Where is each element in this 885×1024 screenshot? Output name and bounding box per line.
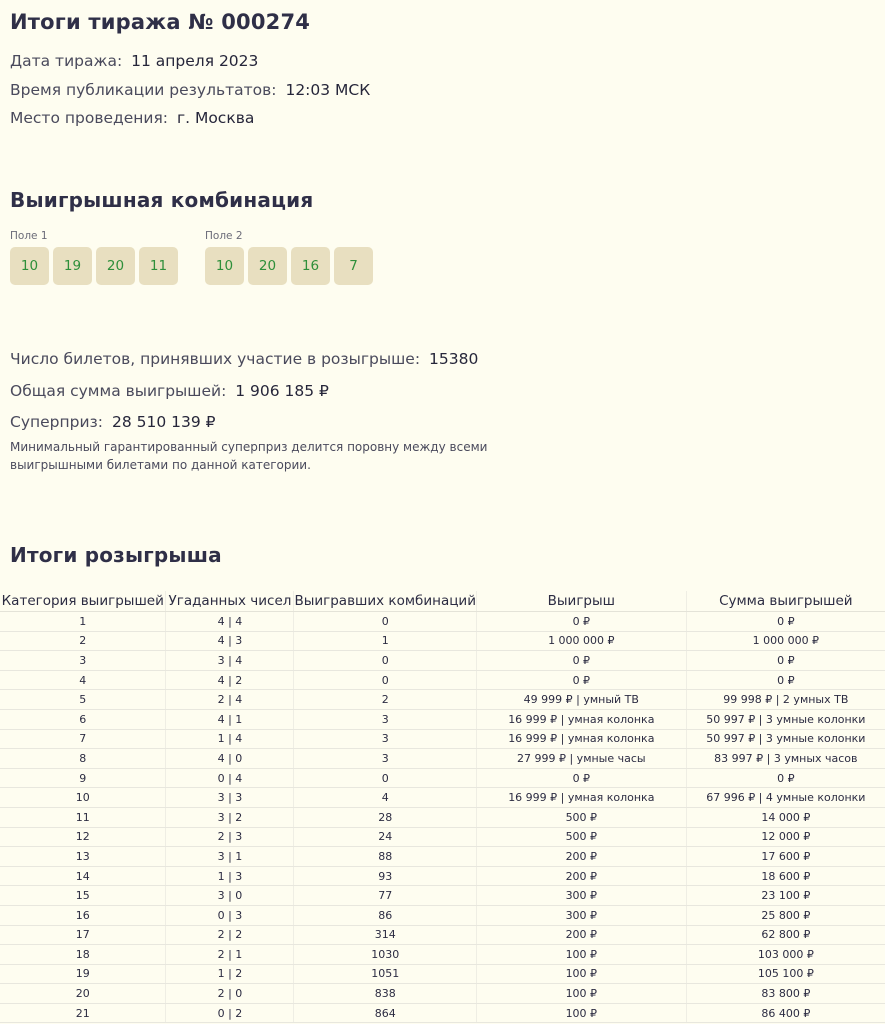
winning-combinations-cell: 1030 xyxy=(294,945,477,965)
category-cell: 17 xyxy=(0,925,166,945)
column-header: Сумма выигрышей xyxy=(686,591,885,612)
prize-total-cell: 0 ₽ xyxy=(686,651,885,671)
winning-combinations-cell: 1 xyxy=(294,631,477,651)
table-row xyxy=(0,788,885,808)
draw-place-line xyxy=(10,109,254,127)
total-winnings-label: Общая сумма выигрышей: xyxy=(10,382,227,400)
prize-total-cell: 0 ₽ xyxy=(686,768,885,788)
prize-total-cell: 83 800 ₽ xyxy=(686,984,885,1004)
matched-numbers-cell: 4 | 3 xyxy=(166,631,294,651)
category-cell: 1 xyxy=(0,612,166,632)
winning-combinations-cell: 0 xyxy=(294,651,477,671)
table-row xyxy=(0,866,885,886)
superprize-label: Суперприз: xyxy=(10,413,104,431)
prize-cell: 0 ₽ xyxy=(476,768,686,788)
category-cell: 8 xyxy=(0,749,166,769)
matched-numbers-cell: 2 | 4 xyxy=(166,690,294,710)
prize-cell: 1 000 000 ₽ xyxy=(476,631,686,651)
superprize-note: Минимальный гарантированный суперприз делится поровну между всеми выигрышными билетами по данной категории. xyxy=(10,440,488,472)
total-winnings-value: 1 906 185 ₽ xyxy=(235,382,329,400)
field-1-balls xyxy=(10,247,178,285)
publish-time-line xyxy=(10,81,370,99)
winning-combinations-cell: 0 xyxy=(294,670,477,690)
prize-cell: 500 ₽ xyxy=(476,827,686,847)
category-cell: 16 xyxy=(0,905,166,925)
page-title: Итоги тиража № 000274 xyxy=(10,10,311,34)
table-row xyxy=(0,690,885,710)
table-row xyxy=(0,1003,885,1023)
prize-total-cell: 67 996 ₽ | 4 умные колонки xyxy=(686,788,885,808)
prize-cell: 300 ₽ xyxy=(476,905,686,925)
matched-numbers-cell: 3 | 2 xyxy=(166,807,294,827)
category-cell: 14 xyxy=(0,866,166,886)
prize-total-cell: 86 400 ₽ xyxy=(686,1003,885,1023)
table-row xyxy=(0,925,885,945)
table-row xyxy=(0,709,885,729)
superprize-value: 28 510 139 ₽ xyxy=(111,413,216,431)
category-cell: 18 xyxy=(0,945,166,965)
field-1-ball: 10 xyxy=(10,247,49,285)
results-table xyxy=(0,591,885,1023)
draw-place-label: Место проведения: xyxy=(10,109,169,127)
publish-time-value: 12:03 МСК xyxy=(285,81,371,99)
category-cell: 10 xyxy=(0,788,166,808)
prize-total-cell: 103 000 ₽ xyxy=(686,945,885,965)
category-cell: 11 xyxy=(0,807,166,827)
results-body xyxy=(0,612,885,1023)
draw-date-value: 11 апреля 2023 xyxy=(131,52,259,70)
category-cell: 20 xyxy=(0,984,166,1004)
field-2-ball: 7 xyxy=(334,247,373,285)
matched-numbers-cell: 3 | 3 xyxy=(166,788,294,808)
winning-combinations-cell: 3 xyxy=(294,749,477,769)
winning-combinations-cell: 864 xyxy=(294,1003,477,1023)
category-cell: 3 xyxy=(0,651,166,671)
draw-place-value: г. Москва xyxy=(176,109,255,127)
prize-cell: 0 ₽ xyxy=(476,612,686,632)
prize-cell: 200 ₽ xyxy=(476,925,686,945)
tickets-count-line xyxy=(10,350,478,368)
winning-combinations-cell: 314 xyxy=(294,925,477,945)
prize-total-cell: 50 997 ₽ | 3 умные колонки xyxy=(686,709,885,729)
category-cell: 19 xyxy=(0,964,166,984)
matched-numbers-cell: 1 | 4 xyxy=(166,729,294,749)
category-cell: 5 xyxy=(0,690,166,710)
prize-cell: 16 999 ₽ | умная колонка xyxy=(476,729,686,749)
field-2-ball: 16 xyxy=(291,247,330,285)
matched-numbers-cell: 0 | 3 xyxy=(166,905,294,925)
matched-numbers-cell: 2 | 3 xyxy=(166,827,294,847)
category-cell: 7 xyxy=(0,729,166,749)
winning-combination-title: Выигрышная комбинация xyxy=(10,188,314,212)
category-cell: 15 xyxy=(0,886,166,906)
prize-cell: 16 999 ₽ | умная колонка xyxy=(476,709,686,729)
table-row xyxy=(0,768,885,788)
matched-numbers-cell: 3 | 4 xyxy=(166,651,294,671)
table-row xyxy=(0,729,885,749)
prize-total-cell: 105 100 ₽ xyxy=(686,964,885,984)
prize-cell: 100 ₽ xyxy=(476,1003,686,1023)
winning-combinations-cell: 24 xyxy=(294,827,477,847)
results-header-row xyxy=(0,591,885,612)
tickets-count-label: Число билетов, принявших участие в розыгрыше: xyxy=(10,350,421,368)
category-cell: 2 xyxy=(0,631,166,651)
matched-numbers-cell: 4 | 1 xyxy=(166,709,294,729)
matched-numbers-cell: 0 | 4 xyxy=(166,768,294,788)
total-winnings-line xyxy=(10,382,329,400)
prize-cell: 200 ₽ xyxy=(476,847,686,867)
winning-combinations-cell: 93 xyxy=(294,866,477,886)
field-2-label: Поле 2 xyxy=(205,230,243,242)
winning-combinations-cell: 0 xyxy=(294,612,477,632)
matched-numbers-cell: 1 | 3 xyxy=(166,866,294,886)
prize-total-cell: 12 000 ₽ xyxy=(686,827,885,847)
draw-date-label: Дата тиража: xyxy=(10,52,123,70)
draw-date-line xyxy=(10,52,258,70)
publish-time-label: Время публикации результатов: xyxy=(10,81,277,99)
table-row xyxy=(0,886,885,906)
prize-cell: 200 ₽ xyxy=(476,866,686,886)
table-row xyxy=(0,749,885,769)
winning-combinations-cell: 86 xyxy=(294,905,477,925)
table-row xyxy=(0,905,885,925)
winning-combinations-cell: 2 xyxy=(294,690,477,710)
field-1-label: Поле 1 xyxy=(10,230,48,242)
prize-cell: 16 999 ₽ | умная колонка xyxy=(476,788,686,808)
winning-combinations-cell: 28 xyxy=(294,807,477,827)
matched-numbers-cell: 4 | 0 xyxy=(166,749,294,769)
matched-numbers-cell: 2 | 2 xyxy=(166,925,294,945)
category-cell: 4 xyxy=(0,670,166,690)
table-row xyxy=(0,984,885,1004)
table-row xyxy=(0,670,885,690)
prize-total-cell: 25 800 ₽ xyxy=(686,905,885,925)
prize-cell: 500 ₽ xyxy=(476,807,686,827)
prize-total-cell: 50 997 ₽ | 3 умные колонки xyxy=(686,729,885,749)
tickets-count-value: 15380 xyxy=(429,350,479,368)
prize-cell: 49 999 ₽ | умный ТВ xyxy=(476,690,686,710)
matched-numbers-cell: 2 | 1 xyxy=(166,945,294,965)
table-row xyxy=(0,945,885,965)
field-2-ball: 20 xyxy=(248,247,287,285)
results-title: Итоги розыгрыша xyxy=(10,543,222,567)
prize-total-cell: 1 000 000 ₽ xyxy=(686,631,885,651)
prize-cell: 100 ₽ xyxy=(476,945,686,965)
field-1-ball: 19 xyxy=(53,247,92,285)
field-2-balls xyxy=(205,247,373,285)
prize-total-cell: 62 800 ₽ xyxy=(686,925,885,945)
category-cell: 6 xyxy=(0,709,166,729)
matched-numbers-cell: 3 | 1 xyxy=(166,847,294,867)
prize-total-cell: 18 600 ₽ xyxy=(686,866,885,886)
table-row xyxy=(0,827,885,847)
table-row xyxy=(0,631,885,651)
matched-numbers-cell: 2 | 0 xyxy=(166,984,294,1004)
table-row xyxy=(0,651,885,671)
field-1-ball: 20 xyxy=(96,247,135,285)
winning-combinations-cell: 3 xyxy=(294,709,477,729)
table-row xyxy=(0,807,885,827)
prize-cell: 0 ₽ xyxy=(476,670,686,690)
matched-numbers-cell: 4 | 4 xyxy=(166,612,294,632)
winning-combinations-cell: 88 xyxy=(294,847,477,867)
category-cell: 9 xyxy=(0,768,166,788)
column-header: Угаданных чисел xyxy=(166,591,294,612)
prize-total-cell: 99 998 ₽ | 2 умных ТВ xyxy=(686,690,885,710)
matched-numbers-cell: 3 | 0 xyxy=(166,886,294,906)
winning-combinations-cell: 4 xyxy=(294,788,477,808)
category-cell: 13 xyxy=(0,847,166,867)
field-1-ball: 11 xyxy=(139,247,178,285)
prize-total-cell: 0 ₽ xyxy=(686,670,885,690)
prize-total-cell: 23 100 ₽ xyxy=(686,886,885,906)
field-2-ball: 10 xyxy=(205,247,244,285)
winning-combinations-cell: 1051 xyxy=(294,964,477,984)
prize-cell: 100 ₽ xyxy=(476,984,686,1004)
category-cell: 21 xyxy=(0,1003,166,1023)
winning-combinations-cell: 838 xyxy=(294,984,477,1004)
prize-cell: 27 999 ₽ | умные часы xyxy=(476,749,686,769)
superprize-line xyxy=(10,413,216,431)
column-header: Выигравших комбинаций xyxy=(294,591,477,612)
column-header: Категория выигрышей xyxy=(0,591,166,612)
prize-cell: 0 ₽ xyxy=(476,651,686,671)
matched-numbers-cell: 0 | 2 xyxy=(166,1003,294,1023)
prize-cell: 300 ₽ xyxy=(476,886,686,906)
matched-numbers-cell: 4 | 2 xyxy=(166,670,294,690)
table-row xyxy=(0,964,885,984)
prize-cell: 100 ₽ xyxy=(476,964,686,984)
prize-total-cell: 17 600 ₽ xyxy=(686,847,885,867)
winning-combinations-cell: 77 xyxy=(294,886,477,906)
prize-total-cell: 14 000 ₽ xyxy=(686,807,885,827)
table-row xyxy=(0,612,885,632)
winning-combinations-cell: 3 xyxy=(294,729,477,749)
winning-combinations-cell: 0 xyxy=(294,768,477,788)
prize-total-cell: 83 997 ₽ | 3 умных часов xyxy=(686,749,885,769)
column-header: Выигрыш xyxy=(476,591,686,612)
prize-total-cell: 0 ₽ xyxy=(686,612,885,632)
matched-numbers-cell: 1 | 2 xyxy=(166,964,294,984)
table-row xyxy=(0,847,885,867)
category-cell: 12 xyxy=(0,827,166,847)
